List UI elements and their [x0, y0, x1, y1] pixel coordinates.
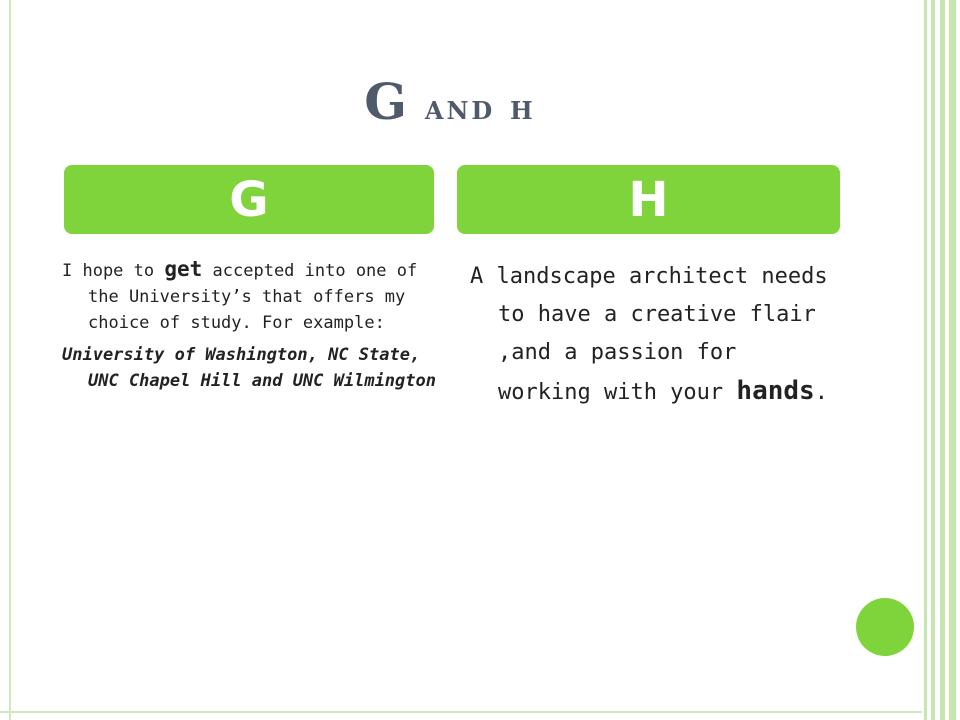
frame-stripe	[931, 0, 935, 720]
column-g-universities: University of Washington, NC State, UNC Chapel Hill and UNC Wilmington	[62, 345, 436, 391]
column-h-text-before: A landscape architect needs to have a creative flair ,and a passion for working with your	[470, 264, 828, 405]
column-g-emphasis: get	[164, 257, 203, 281]
column-g-body	[62, 256, 440, 394]
frame-right-band	[922, 0, 960, 720]
frame-stripe	[949, 0, 956, 720]
column-h-paragraph	[470, 258, 830, 412]
title-initial: G	[364, 72, 410, 131]
column-h-emphasis: hands	[736, 376, 815, 406]
column-header-g: G	[64, 165, 434, 234]
column-h-body	[470, 258, 830, 412]
decorative-circle	[856, 598, 914, 656]
column-header-h: H	[457, 165, 840, 234]
column-g-text-after: accepted into one of the University’s that offers my choice of study. For example:	[88, 261, 418, 333]
column-g-text-before: I hope to	[62, 261, 165, 281]
frame-stripe	[940, 0, 945, 720]
column-g-paragraph	[62, 256, 440, 336]
column-h-text-after: .	[814, 380, 828, 405]
slide-title	[0, 72, 900, 131]
frame-bottom-line	[0, 711, 960, 713]
frame-stripe	[924, 0, 927, 720]
title-rest: and h	[409, 88, 536, 128]
